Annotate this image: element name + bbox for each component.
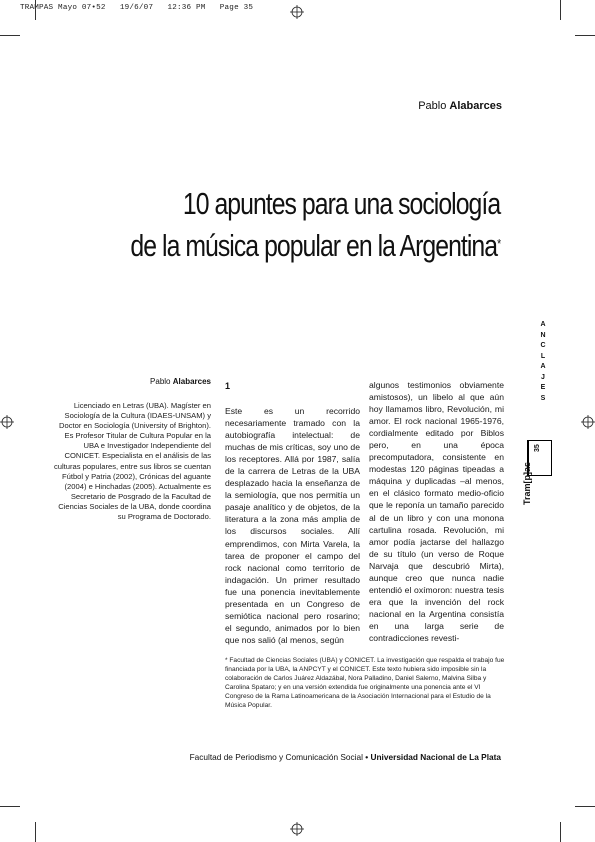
side-tab-letter: S: [540, 394, 546, 402]
article-title: [130, 183, 500, 267]
side-tab-letter: N: [540, 331, 546, 339]
registration-mark-right: [581, 415, 595, 429]
side-tab-letters: [538, 320, 548, 404]
bio-author-name: Pablo Alabarces: [150, 377, 211, 386]
footer-faculty: Facultad de Periodismo y Comunicación Social: [189, 752, 363, 762]
side-tab-letter: C: [540, 342, 546, 349]
footer-university: Universidad Nacional de La Plata: [370, 752, 501, 762]
side-tab-letter: A: [540, 321, 546, 328]
side-tab-letter: L: [540, 352, 546, 360]
registration-mark-bottom: [290, 822, 304, 836]
title-line-1: 10 apuntes para una sociología: [182, 186, 500, 221]
registration-mark-left: [0, 415, 14, 429]
print-slug: TRAMPAS Mayo 07•52 19/6/07 12:36 PM Page 35: [20, 4, 254, 12]
side-tab-letter: A: [540, 363, 546, 370]
side-tab-letter: J: [541, 373, 545, 381]
body-column-1: Este es un recorrido necesariamente tramado con la autobiografía intelectual: de muchas de mis críticas, soy uno de los receptores. Allá por 1987, salía de la carrera de Letras de la UBA desplazado hacia la enseñanza de la semiología, que nos permitía un pasaje analítico y de objetos, de la literatura a la zona más amplia de los discursos sociales. Allí emprendimos, con Mirta Varela, la tarea de proponer el campo del rock nacional como territorio de indagación. Un primer resultado fue una ponencia inevitablemente presentada en un Congreso de semiótica nacional pero rosarino; el segundo, animados por lo bien que nos salió (al menos, según: [225, 406, 360, 645]
body-column-2: algunos testimonios obviamente amistosos), un libelo al que aún hoy llamamos libro, Revolución, mi amor. El rock nacional 1965-1976, cordialmente editado por Biblos pero, en una época precomputadora, consistente en modestas 120 páginas tipeadas a máquina y duplicadas –al menos, en el clásico formato medio-oficio que le reponía un tamaño parecido al de un libro y con una monona cartulina rosada. Revolución, mi amor podía jactarse del hallazgo de su título (un verso de Roque Narvaja que descubrió Mirta), aunque creo que nunca nadie entendió el oxímoron: nuestra tesis era que la invención del rock nacional en la Argentina consistía en una larga serie de contradicciones revesti-: [369, 380, 504, 643]
author-last-name: Alabarces: [449, 100, 502, 112]
side-tab-letter: E: [540, 384, 546, 391]
page-number: 35: [534, 444, 541, 452]
journal-logo: Tram[p]as: [522, 461, 532, 505]
running-header-author: [418, 100, 502, 112]
author-bio: Licenciado en Letras (UBA). Magíster en Sociología de la Cultura (IDAES-UNSAM) y Doctor en Sociología (University of Brighton). Es Profesor Titular de Cultura Popular en la UBA e Investigador Independiente del CONICET. Especialista en el análisis de las culturas populares, entre sus libros se cuentan Fútbol y Patria (2002), Crónicas del aguante (2004) e Hinchadas (2005). Actualmente es Secretario de Posgrado de la Facultad de Ciencias Sociales de la UBA, donde coordina su Programa de Doctorado.: [53, 401, 211, 522]
footer-bullet: •: [365, 752, 369, 762]
title-footnote-mark: *: [496, 236, 500, 251]
section-number: 1: [225, 381, 231, 391]
registration-mark-top: [290, 5, 304, 19]
page-footer: [190, 752, 501, 762]
author-first-name: Pablo: [418, 100, 447, 112]
footnote: * Facultad de Ciencias Sociales (UBA) y CONICET. La investigación que respalda el trabajo fue financiada por la UBA, la ANPCYT y el CONICET. Este texto hubiera sido imposible sin la colaboración de Carlos Juárez Aldazábal, Nora Palladino, Daniel Salerno, Malvina Silba y Carolina Spataro; y en una versión extendida fue originalmente una ponencia ante el VI Congreso de la Rama Latinoamericana de la Asociación Internacional para el Estudio de la Música Popular.: [225, 657, 505, 709]
title-line-2: de la música popular en la Argentina*: [130, 228, 500, 263]
